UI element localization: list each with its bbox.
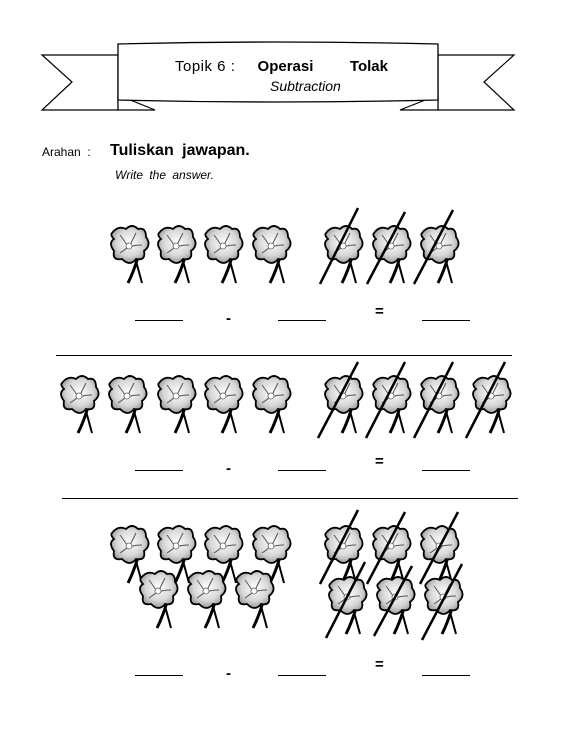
equals-sign: = — [375, 453, 384, 470]
minus-sign: - — [226, 310, 231, 327]
answer-blank[interactable] — [135, 675, 183, 676]
topic-label: Topik 6 : — [175, 58, 236, 75]
minus-sign: - — [226, 665, 231, 682]
answer-blank[interactable] — [278, 675, 326, 676]
title-english: Subtraction — [270, 78, 341, 94]
instruction-text: Tuliskan jawapan. — [110, 142, 250, 159]
answer-blank[interactable] — [422, 675, 470, 676]
minus-sign: - — [226, 460, 231, 477]
equals-sign: = — [375, 656, 384, 673]
instruction-label: Arahan : — [42, 145, 91, 159]
equals-sign: = — [375, 303, 384, 320]
instruction-text-english: Write the answer. — [115, 168, 214, 182]
title-malay: Operasi Tolak — [257, 58, 388, 75]
